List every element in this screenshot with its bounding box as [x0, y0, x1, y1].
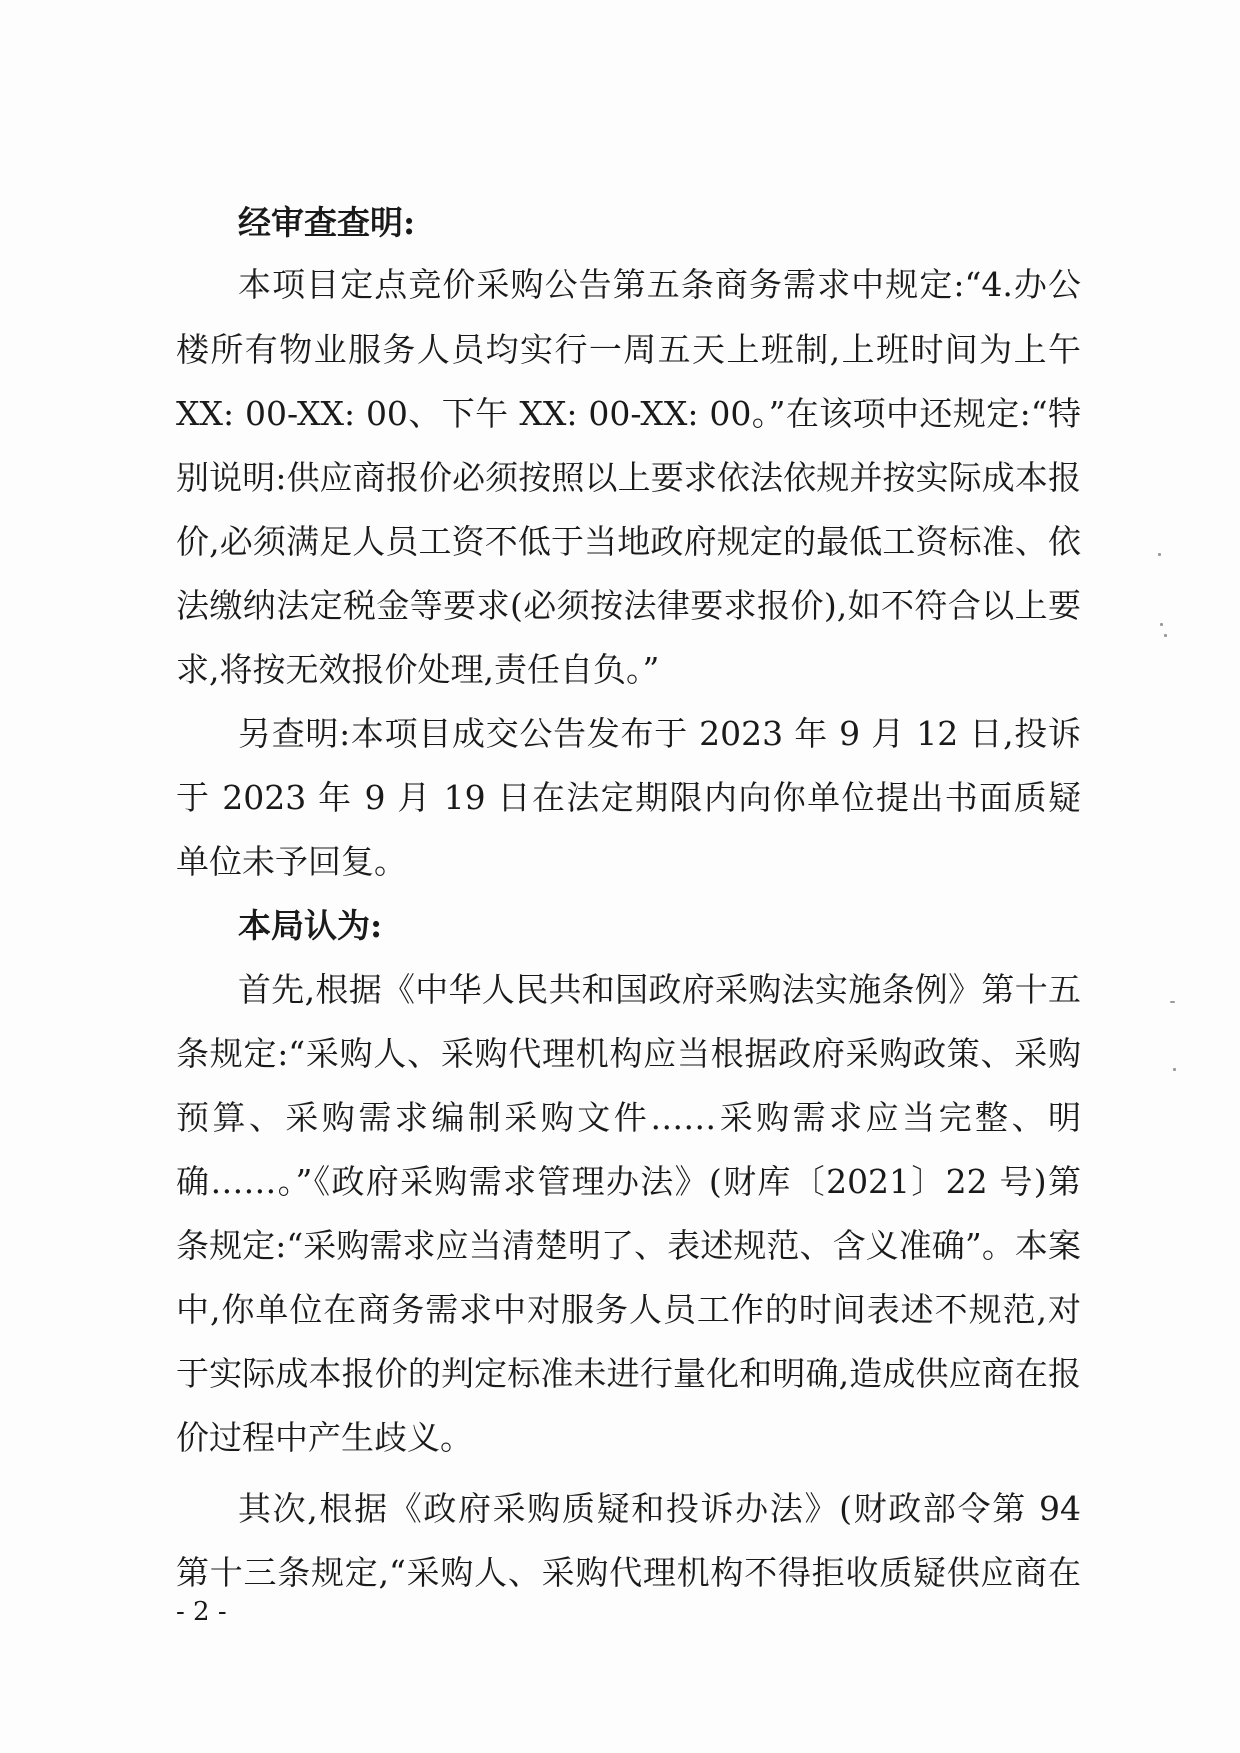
paragraph-line: 预算、采购需求编制采购文件……采购需求应当完整、明 — [176, 1098, 1081, 1137]
paragraph-line: 中,你单位在商务需求中对服务人员工作的时间表述不规范,对 — [176, 1290, 1081, 1329]
paragraph-line: 条规定:“采购人、采购代理机构应当根据政府采购政策、采购 — [176, 1034, 1081, 1073]
paragraph-line: 于 2023 年 9 月 19 日在法定期限内向你单位提出书面质疑 — [176, 778, 1081, 817]
paragraph-line: 其次,根据《政府采购质疑和投诉办法》(财政部令第 94 — [238, 1489, 1081, 1528]
scan-speck — [1173, 1068, 1176, 1071]
scan-speck — [1164, 634, 1167, 637]
section-heading-opinion: 本局认为: — [238, 906, 383, 945]
paragraph-line: 法缴纳法定税金等要求(必须按法律要求报价),如不符合以上要 — [176, 586, 1081, 625]
paragraph-line: 本项目定点竞价采购公告第五条商务需求中规定:“4.办公 — [238, 265, 1081, 304]
paragraph-line: 条规定:“采购需求应当清楚明了、表述规范、含义准确”。本案 — [176, 1226, 1081, 1265]
paragraph-line: 价,必须满足人员工资不低于当地政府规定的最低工资标准、依 — [176, 522, 1081, 561]
paragraph-line: 别说明:供应商报价必须按照以上要求依法依规并按实际成本报 — [176, 458, 1081, 497]
paragraph-line: 楼所有物业服务人员均实行一周五天上班制,上班时间为上午 — [176, 330, 1081, 369]
paragraph-line: 价过程中产生歧义。 — [176, 1418, 473, 1457]
paragraph-line: 于实际成本报价的判定标准未进行量化和明确,造成供应商在报 — [176, 1354, 1081, 1393]
paragraph-line: XX: 00-XX: 00、下午 XX: 00-XX: 00。”在该项中还规定:“特 — [176, 394, 1081, 433]
paragraph-line: 另查明:本项目成交公告发布于 2023 年 9 月 12 日,投诉 — [238, 714, 1081, 753]
paragraph-line: 第十三条规定,“采购人、采购代理机构不得拒收质疑供应商在 — [176, 1553, 1081, 1592]
scan-speck — [1160, 623, 1163, 626]
paragraph-line: 首先,根据《中华人民共和国政府采购法实施条例》第十五 — [238, 970, 1081, 1009]
paragraph-line: 求,将按无效报价处理,责任自负。” — [176, 650, 660, 689]
paragraph-line: 确……。”《政府采购需求管理办法》(财库〔2021〕22 号)第 — [176, 1162, 1081, 1201]
paragraph-line: 单位未予回复。 — [176, 842, 407, 881]
section-heading-findings: 经审查查明: — [238, 203, 416, 242]
page-number: - 2 - — [176, 1597, 227, 1627]
scan-speck — [1158, 553, 1161, 556]
scan-speck — [1170, 1001, 1175, 1003]
